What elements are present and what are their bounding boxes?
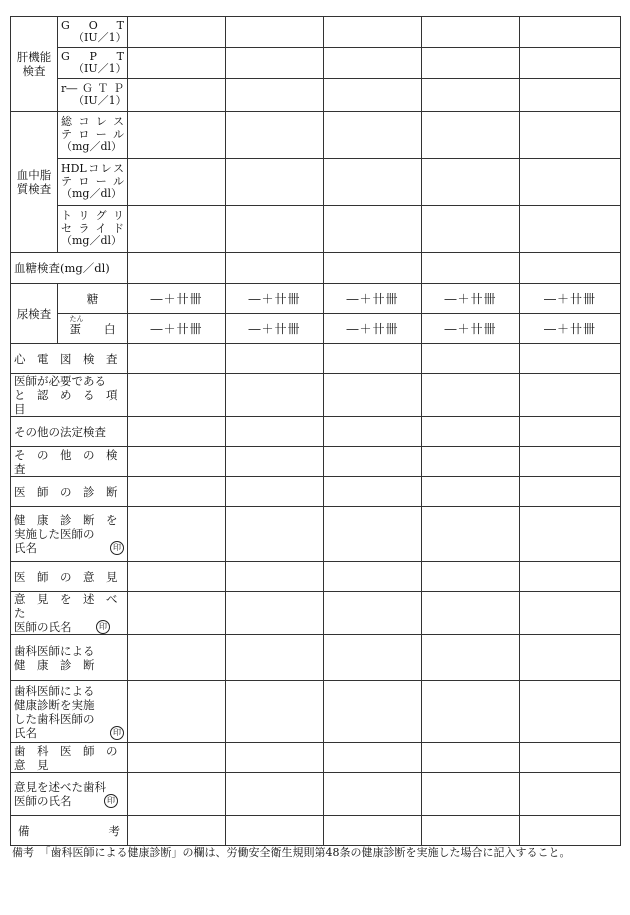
- urine-protein-scale[interactable]: ―＋卄卌: [226, 314, 324, 344]
- seal-icon: 印: [110, 541, 124, 555]
- cell[interactable]: [422, 773, 520, 816]
- cell[interactable]: [226, 477, 324, 507]
- cell[interactable]: [422, 344, 520, 374]
- cell[interactable]: [128, 112, 226, 159]
- ecg-label: 心 電 図 検 査: [11, 344, 128, 374]
- cell[interactable]: [226, 79, 324, 112]
- cell[interactable]: [422, 79, 520, 112]
- cell[interactable]: [324, 562, 422, 592]
- cell[interactable]: [520, 447, 621, 477]
- cell[interactable]: [226, 159, 324, 206]
- cell[interactable]: [128, 447, 226, 477]
- cell[interactable]: [324, 816, 422, 846]
- cell[interactable]: [324, 477, 422, 507]
- got-label: G O T （IU／1）: [58, 17, 128, 48]
- cell[interactable]: [226, 417, 324, 447]
- cell[interactable]: [128, 17, 226, 48]
- cell[interactable]: [422, 562, 520, 592]
- footnote: 備考 「歯科医師による健康診断」の欄は、労働安全衛生規則第48条の健康診断を実施した場合に記入すること。: [12, 846, 571, 859]
- cell[interactable]: [422, 816, 520, 846]
- cell[interactable]: [520, 743, 621, 773]
- cell[interactable]: [226, 562, 324, 592]
- urine-sugar-scale[interactable]: ―＋卄卌: [128, 284, 226, 314]
- cell[interactable]: [128, 344, 226, 374]
- cell[interactable]: [520, 417, 621, 447]
- cell[interactable]: [128, 681, 226, 743]
- cell[interactable]: [422, 635, 520, 681]
- other-tests-label: そ の 他 の 検 査: [11, 447, 128, 477]
- cell[interactable]: [422, 447, 520, 477]
- gpt-label: G P T （IU／1）: [58, 48, 128, 79]
- cell[interactable]: [324, 344, 422, 374]
- cell[interactable]: [324, 773, 422, 816]
- cell[interactable]: [324, 253, 422, 284]
- cell[interactable]: [128, 816, 226, 846]
- cell[interactable]: [128, 253, 226, 284]
- cell[interactable]: [128, 635, 226, 681]
- cell[interactable]: [422, 112, 520, 159]
- lipid-label: 血中脂質検査: [11, 112, 58, 253]
- cell[interactable]: [128, 477, 226, 507]
- total-chol-label: 総コレス テロール （mg／dl）: [58, 112, 128, 159]
- urine-sugar-scale[interactable]: ―＋卄卌: [520, 284, 621, 314]
- cell[interactable]: [422, 507, 520, 562]
- cell[interactable]: [324, 743, 422, 773]
- urine-protein-scale[interactable]: ―＋卄卌: [128, 314, 226, 344]
- blood-sugar-label: 血糖検査(mg／dl): [11, 253, 128, 284]
- cell[interactable]: [128, 743, 226, 773]
- cell[interactable]: [520, 79, 621, 112]
- cell[interactable]: [128, 592, 226, 635]
- cell[interactable]: [422, 17, 520, 48]
- cell[interactable]: [520, 635, 621, 681]
- cell[interactable]: [324, 159, 422, 206]
- cell[interactable]: [226, 816, 324, 846]
- cell[interactable]: [520, 507, 621, 562]
- cell[interactable]: [128, 374, 226, 417]
- dental-doctor-label: 歯科医師による 健康診断を実施 した歯科医師の 氏名 印: [11, 681, 128, 743]
- urine-protein-scale[interactable]: ―＋卄卌: [520, 314, 621, 344]
- cell[interactable]: [520, 562, 621, 592]
- cell[interactable]: [226, 743, 324, 773]
- seal-icon: 印: [96, 620, 110, 634]
- cell[interactable]: [422, 374, 520, 417]
- cell[interactable]: [520, 344, 621, 374]
- cell[interactable]: [324, 447, 422, 477]
- cell[interactable]: [422, 48, 520, 79]
- urine-sugar-scale[interactable]: ―＋卄卌: [324, 284, 422, 314]
- cell[interactable]: [520, 112, 621, 159]
- cell[interactable]: [226, 206, 324, 253]
- cell[interactable]: [422, 681, 520, 743]
- cell[interactable]: [422, 417, 520, 447]
- cell[interactable]: [324, 507, 422, 562]
- cell[interactable]: [422, 206, 520, 253]
- hdl-chol-label: HDLコレス テロール （mg／dl）: [58, 159, 128, 206]
- cell[interactable]: [520, 17, 621, 48]
- cell[interactable]: [422, 743, 520, 773]
- cell[interactable]: [324, 635, 422, 681]
- cell[interactable]: [226, 773, 324, 816]
- cell[interactable]: [226, 635, 324, 681]
- diagnosis-label: 医 師 の 診 断: [11, 477, 128, 507]
- urine-label: 尿検査: [11, 284, 58, 344]
- cell[interactable]: [324, 417, 422, 447]
- cell[interactable]: [520, 592, 621, 635]
- urine-protein-label: 蛋 白 たん: [58, 314, 128, 344]
- remarks-label: 備 考: [11, 816, 128, 846]
- cell[interactable]: [226, 592, 324, 635]
- cell[interactable]: [324, 681, 422, 743]
- cell[interactable]: [520, 477, 621, 507]
- other-legal-label: その他の法定検査: [11, 417, 128, 447]
- cell[interactable]: [226, 48, 324, 79]
- opinion-doctor-label: 意 見 を 述 べ た 医師の氏名 印: [11, 592, 128, 635]
- cell[interactable]: [324, 48, 422, 79]
- cell[interactable]: [520, 159, 621, 206]
- ggtp-label: r―ＧＴＰ （IU／1）: [58, 79, 128, 112]
- urine-protein-scale[interactable]: ―＋卄卌: [422, 314, 520, 344]
- cell[interactable]: [520, 816, 621, 846]
- health-record-table: [10, 16, 621, 846]
- cell[interactable]: [226, 681, 324, 743]
- trig-label: トリグリ セライド （mg／dl）: [58, 206, 128, 253]
- cell[interactable]: [324, 17, 422, 48]
- seal-icon: 印: [110, 726, 124, 740]
- cell[interactable]: [226, 112, 324, 159]
- cell[interactable]: [324, 206, 422, 253]
- cell[interactable]: [128, 562, 226, 592]
- cell[interactable]: [128, 206, 226, 253]
- cell[interactable]: [226, 253, 324, 284]
- cell[interactable]: [520, 374, 621, 417]
- liver-label: 肝機能検査: [11, 17, 58, 112]
- cell[interactable]: [226, 447, 324, 477]
- cell[interactable]: [128, 159, 226, 206]
- cell[interactable]: [226, 507, 324, 562]
- cell[interactable]: [422, 592, 520, 635]
- urine-sugar-scale[interactable]: ―＋卄卌: [226, 284, 324, 314]
- urine-protein-scale[interactable]: ―＋卄卌: [324, 314, 422, 344]
- cell[interactable]: [128, 417, 226, 447]
- urine-sugar-scale[interactable]: ―＋卄卌: [422, 284, 520, 314]
- cell[interactable]: [324, 79, 422, 112]
- cell[interactable]: [226, 344, 324, 374]
- exam-doctor-label: 健 康 診 断 を 実施した医師の 氏名 印: [11, 507, 128, 562]
- dental-opinion-label: 歯 科 医 師 の 意 見: [11, 743, 128, 773]
- cell[interactable]: [128, 48, 226, 79]
- cell[interactable]: [520, 681, 621, 743]
- cell[interactable]: [128, 773, 226, 816]
- cell[interactable]: [422, 253, 520, 284]
- cell[interactable]: [324, 592, 422, 635]
- cell[interactable]: [324, 374, 422, 417]
- doctor-items-label: 医師が必要である と 認 め る 項 目: [11, 374, 128, 417]
- cell[interactable]: [128, 79, 226, 112]
- cell[interactable]: [422, 159, 520, 206]
- opinion-label: 医 師 の 意 見: [11, 562, 128, 592]
- cell[interactable]: [520, 253, 621, 284]
- cell[interactable]: [520, 206, 621, 253]
- cell[interactable]: [520, 48, 621, 79]
- cell[interactable]: [226, 17, 324, 48]
- urine-sugar-label: 糖: [58, 284, 128, 314]
- cell[interactable]: [324, 112, 422, 159]
- seal-icon: 印: [104, 794, 118, 808]
- cell[interactable]: [128, 507, 226, 562]
- cell[interactable]: [520, 773, 621, 816]
- cell[interactable]: [422, 477, 520, 507]
- dental-opinion-doctor-label: 意見を述べた歯科 医師の氏名 印: [11, 773, 128, 816]
- dental-label: 歯科医師による 健 康 診 断: [11, 635, 128, 681]
- cell[interactable]: [226, 374, 324, 417]
